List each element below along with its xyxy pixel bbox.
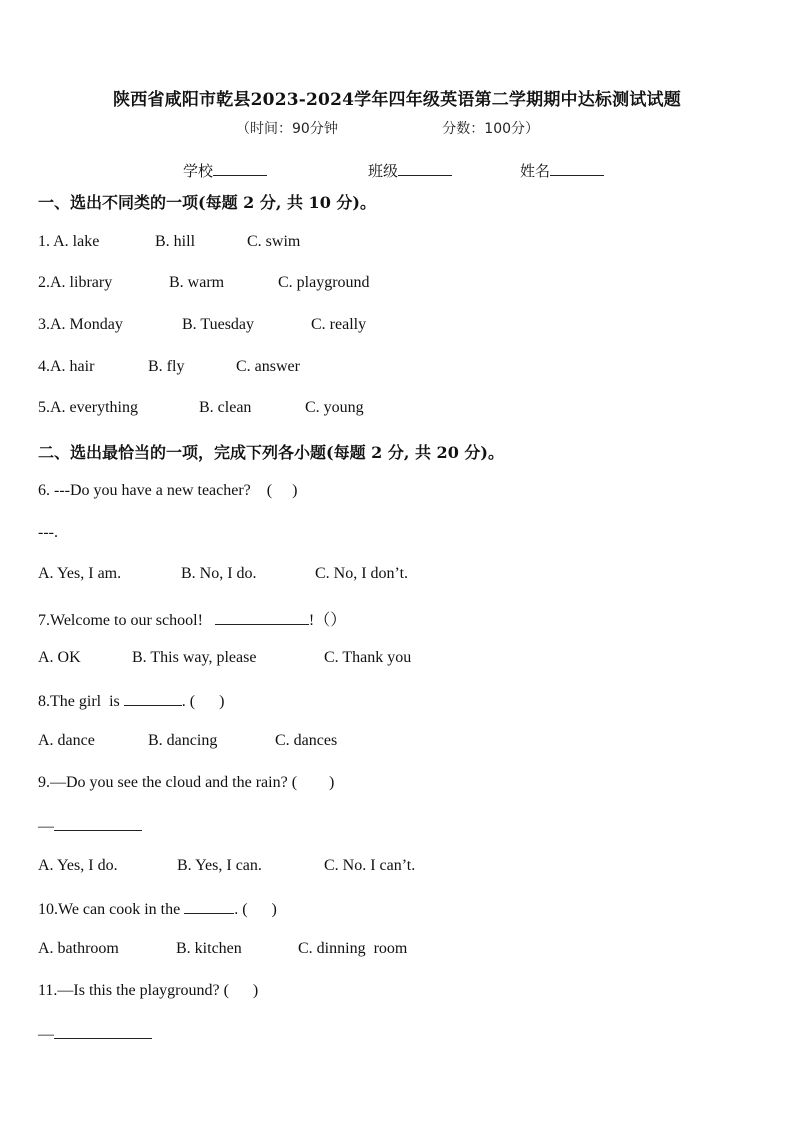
question-10-option-b: B. kitchen bbox=[176, 940, 242, 957]
question-10-option-a: A. bathroom bbox=[38, 940, 119, 957]
school-field bbox=[183, 160, 267, 181]
question-6-option-b: B. No, I do. bbox=[181, 565, 257, 582]
question-9-blank[interactable] bbox=[54, 815, 142, 831]
question-11-reply bbox=[38, 1023, 152, 1044]
name-blank bbox=[550, 161, 604, 176]
question-9-option-c: C. No. I can’t. bbox=[324, 857, 416, 874]
question-8-tail: . ( ) bbox=[181, 693, 225, 710]
question-10-stem bbox=[38, 898, 277, 919]
question-5-option-c: C. young bbox=[305, 399, 364, 416]
exam-time: （时间：90分钟 bbox=[236, 121, 338, 137]
question-5-option-b: B. clean bbox=[199, 399, 252, 416]
question-11-blank[interactable] bbox=[54, 1023, 152, 1039]
question-8-option-a: A. dance bbox=[38, 732, 95, 749]
question-10-tail: . ( ) bbox=[234, 901, 277, 918]
question-7-option-b: B. This way, please bbox=[132, 649, 257, 666]
question-9-stem: 9.—Do you see the cloud and the rain? ( ) bbox=[38, 774, 335, 791]
question-11-stem: 11.—Is this the playground? ( ) bbox=[38, 982, 259, 999]
question-6-option-a: A. Yes, I am. bbox=[38, 565, 122, 582]
question-7-blank[interactable] bbox=[215, 609, 309, 625]
question-6-reply: ---. bbox=[38, 524, 58, 541]
question-10-text: 10.We can cook in the bbox=[38, 901, 181, 918]
question-2-option-c: C. playground bbox=[278, 274, 370, 291]
class-label: 班级 bbox=[368, 162, 399, 180]
question-8-text: 8.The girl is bbox=[38, 693, 120, 710]
question-6-option-c: C. No, I don’t. bbox=[315, 565, 409, 582]
question-11-dash: — bbox=[38, 1026, 54, 1043]
question-5-option-a: 5.A. everything bbox=[38, 399, 138, 416]
question-1-option-c: C. swim bbox=[247, 233, 301, 250]
question-7-tail: !（） bbox=[308, 612, 347, 629]
question-7-option-a: A. OK bbox=[38, 649, 81, 666]
question-3-option-a: 3.A. Monday bbox=[38, 316, 123, 333]
question-1-option-b: B. hill bbox=[155, 233, 196, 250]
question-3-option-c: C. really bbox=[311, 316, 367, 333]
question-10-option-c: C. dinning room bbox=[298, 940, 408, 957]
exam-meta bbox=[236, 118, 539, 138]
question-6-stem: 6. ---Do you have a new teacher? ( ) bbox=[38, 482, 298, 499]
exam-score: 分数：100分） bbox=[442, 121, 540, 137]
question-8-stem bbox=[38, 690, 224, 711]
question-1-option-a: 1. A. lake bbox=[38, 233, 100, 250]
name-label: 姓名 bbox=[520, 162, 551, 180]
section-2-heading: 二、选出最恰当的一项，完成下列各小题(每题 2 分, 共 20 分)。 bbox=[38, 443, 504, 462]
question-8-option-b: B. dancing bbox=[148, 732, 218, 749]
question-4-option-b: B. fly bbox=[148, 358, 185, 375]
class-field bbox=[368, 160, 452, 181]
question-7-option-c: C. Thank you bbox=[324, 649, 412, 666]
question-8-blank[interactable] bbox=[124, 690, 182, 706]
school-label: 学校 bbox=[183, 162, 214, 180]
question-2-option-b: B. warm bbox=[169, 274, 225, 291]
question-4-option-c: C. answer bbox=[236, 358, 300, 375]
question-9-dash: — bbox=[38, 818, 54, 835]
name-field bbox=[520, 160, 604, 181]
question-4-option-a: 4.A. hair bbox=[38, 358, 95, 375]
question-3-option-b: B. Tuesday bbox=[182, 316, 255, 333]
school-blank bbox=[213, 161, 267, 176]
question-7-text: 7.Welcome to our school! bbox=[38, 612, 203, 629]
question-2-option-a: 2.A. library bbox=[38, 274, 113, 291]
class-blank bbox=[398, 161, 452, 176]
question-10-blank[interactable] bbox=[184, 898, 234, 914]
question-9-reply bbox=[38, 815, 142, 836]
section-1-heading: 一、选出不同类的一项(每题 2 分, 共 10 分)。 bbox=[38, 193, 376, 212]
question-9-option-a: A. Yes, I do. bbox=[38, 857, 118, 874]
question-9-option-b: B. Yes, I can. bbox=[177, 857, 262, 874]
question-7-stem bbox=[38, 607, 346, 630]
page-title: 陕西省咸阳市乾县2023-2024学年四年级英语第二学期期中达标测试试题 bbox=[113, 90, 681, 110]
question-8-option-c: C. dances bbox=[275, 732, 338, 749]
